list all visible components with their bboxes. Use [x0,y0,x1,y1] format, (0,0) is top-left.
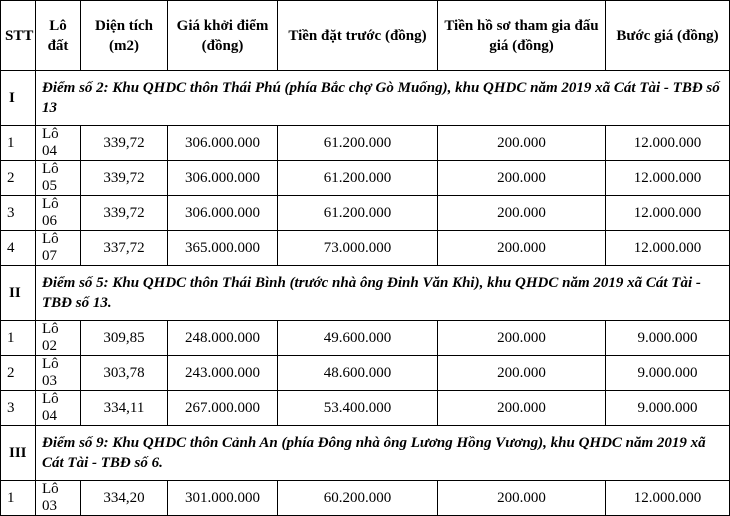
header-fee: Tiền hồ sơ tham gia đấu giá (đồng) [438,1,606,71]
cell-start-price: 306.000.000 [168,161,278,196]
table-row [1,161,730,196]
cell-deposit: 48.600.000 [278,356,438,391]
cell-start-price: 301.000.000 [168,481,278,516]
group-number: I [1,71,36,126]
cell-deposit: 61.200.000 [278,161,438,196]
header-lot: Lô đất [36,1,81,71]
cell-area: 339,72 [81,161,168,196]
cell-start-price: 365.000.000 [168,231,278,266]
table-row [1,196,730,231]
group-number: II [1,266,36,321]
cell-fee: 200.000 [438,481,606,516]
table-row [1,356,730,391]
cell-area: 339,72 [81,126,168,161]
cell-stt: 4 [1,231,36,266]
cell-stt: 3 [1,196,36,231]
header-step: Bước giá (đồng) [606,1,730,71]
cell-stt: 2 [1,161,36,196]
cell-step: 9.000.000 [606,356,730,391]
header-start-price: Giá khởi điểm (đồng) [168,1,278,71]
cell-step: 12.000.000 [606,126,730,161]
cell-start-price: 248.000.000 [168,321,278,356]
cell-stt: 2 [1,356,36,391]
cell-deposit: 49.600.000 [278,321,438,356]
table-row [1,391,730,426]
cell-lot: Lô 05 [36,161,81,196]
cell-lot: Lô 04 [36,126,81,161]
group-row [1,266,730,321]
cell-deposit: 61.200.000 [278,126,438,161]
cell-area: 339,72 [81,196,168,231]
group-title: Điểm số 9: Khu QHDC thôn Cảnh An (phía Đông nhà ông Lương Hồng Vương), khu QHDC năm 2019 xã Cát Tài - TBĐ số 6. [36,426,730,481]
cell-step: 9.000.000 [606,391,730,426]
cell-area: 334,11 [81,391,168,426]
cell-deposit: 61.200.000 [278,196,438,231]
cell-stt: 1 [1,321,36,356]
group-title: Điểm số 2: Khu QHDC thôn Thái Phú (phía Bắc chợ Gò Muống), khu QHDC năm 2019 xã Cát Tài - TBĐ số 13 [36,71,730,126]
cell-deposit: 60.200.000 [278,481,438,516]
cell-lot: Lô 03 [36,356,81,391]
cell-start-price: 267.000.000 [168,391,278,426]
table-row [1,126,730,161]
header-row [1,1,730,71]
group-row [1,426,730,481]
cell-start-price: 306.000.000 [168,126,278,161]
cell-start-price: 306.000.000 [168,196,278,231]
header-stt: STT [1,1,36,71]
cell-fee: 200.000 [438,321,606,356]
cell-lot: Lô 02 [36,321,81,356]
group-row [1,71,730,126]
table-row [1,481,730,516]
table-row [1,321,730,356]
cell-stt: 3 [1,391,36,426]
group-title: Điểm số 5: Khu QHDC thôn Thái Bình (trước nhà ông Đinh Văn Khi), khu QHDC năm 2019 xã Cát Tài - TBĐ số 13. [36,266,730,321]
group-number: III [1,426,36,481]
cell-lot: Lô 04 [36,391,81,426]
cell-step: 12.000.000 [606,196,730,231]
cell-step: 9.000.000 [606,321,730,356]
cell-lot: Lô 06 [36,196,81,231]
cell-lot: Lô 07 [36,231,81,266]
table-row [1,231,730,266]
cell-step: 12.000.000 [606,161,730,196]
cell-fee: 200.000 [438,231,606,266]
cell-fee: 200.000 [438,196,606,231]
cell-area: 337,72 [81,231,168,266]
cell-fee: 200.000 [438,356,606,391]
cell-deposit: 73.000.000 [278,231,438,266]
cell-deposit: 53.400.000 [278,391,438,426]
cell-lot: Lô 03 [36,481,81,516]
cell-area: 334,20 [81,481,168,516]
cell-stt: 1 [1,126,36,161]
cell-fee: 200.000 [438,391,606,426]
cell-stt: 1 [1,481,36,516]
cell-start-price: 243.000.000 [168,356,278,391]
cell-step: 12.000.000 [606,481,730,516]
cell-step: 12.000.000 [606,231,730,266]
header-area: Diện tích (m2) [81,1,168,71]
cell-fee: 200.000 [438,161,606,196]
header-deposit: Tiền đặt trước (đồng) [278,1,438,71]
cell-fee: 200.000 [438,126,606,161]
cell-area: 309,85 [81,321,168,356]
cell-area: 303,78 [81,356,168,391]
